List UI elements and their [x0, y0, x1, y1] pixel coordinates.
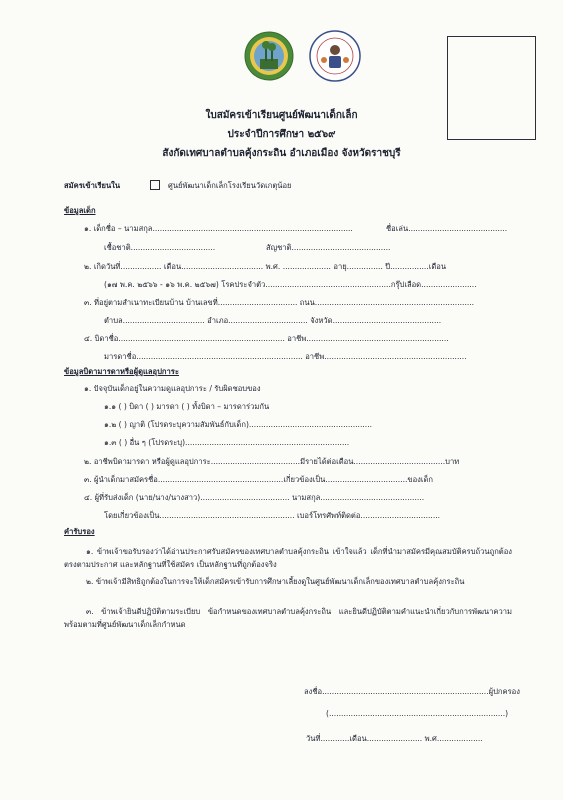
center-checkbox[interactable] [150, 180, 160, 190]
section-declaration: คำรับรอง [64, 527, 95, 536]
child-center-emblem-icon [309, 30, 361, 82]
guardian-option-other[interactable]: ๑.๓ ( ) อื่น ๆ (โปรดระบุ).................................................................... [104, 438, 350, 447]
photo-box [447, 36, 536, 140]
declaration-2: ๒. ข้าพเจ้ามีสิทธิถูกต้องในการจะให้เด็กสมัครเข้ารับการศึกษาเลี้ยงดูในศูนย์พัฒนาเด็กเล็กของเทศบาลตำบลคุ้งกระถิน [86, 577, 465, 586]
guardian-option-parents[interactable]: ๑.๑ ( ) บิดา ( ) มารดา ( ) ทั้งบิดา – มารดาร่วมกัน [104, 402, 270, 411]
child-disease-field[interactable]: (๑๗ พ.ค. ๒๕๖๖ - ๑๖ พ.ค. ๒๕๖๗) โรคประจำตัว....................................................กรุ๊ปเลือด....................... [104, 280, 477, 289]
child-nickname-field[interactable]: ชื่อเล่น......................................... [386, 224, 508, 233]
signature-date-field[interactable]: วันที่............เดือน....................... พ.ศ................... [306, 734, 483, 743]
father-field[interactable]: ๔. บิดาชื่อ..................................................................... อาชีพ........................................................... [84, 334, 449, 343]
section-child: ข้อมูลเด็ก [64, 206, 96, 215]
child-name-field[interactable]: ๑. เด็กชื่อ – นามสกุล................................................................................... [84, 224, 353, 233]
child-district-field[interactable]: ตำบล.................................. อำเภอ................................. จังหวัด............................................. [104, 316, 442, 325]
child-birth-field[interactable]: ๒. เกิดวันที่................. เดือน.................................. พ.ศ. .................... อายุ............... ปี................เดือน [84, 262, 447, 271]
mother-field[interactable]: มารดาชื่อ..................................................................... อาชีพ........................................................... [104, 352, 467, 361]
form-title: ใบสมัครเข้าเรียนศูนย์พัฒนาเด็กเล็ก [205, 110, 358, 121]
academic-year: ประจำปีการศึกษา ๒๕๖๙ [227, 129, 336, 140]
pickup-relation-field[interactable]: โดยเกี่ยวข้องเป็น........................................................ เบอร์โทรศัพท์ติดต่อ................................. [104, 511, 441, 520]
child-nationality-field[interactable]: สัญชาติ......................................... [266, 243, 391, 252]
section-guardian: ข้อมูลบิดามารดาหรือผู้ดูแลอุปการะ [64, 367, 179, 376]
child-address-field[interactable]: ๓. ที่อยู่ตามสำเนาทะเบียนบ้าน บ้านเลขที่................................. ถนน.................................................................. [84, 298, 475, 307]
pickup-person-field[interactable]: ๔. ผู้ที่รับส่งเด็ก (นาย/นาง/นางสาว)..................................... นามสกุล........................................... [84, 493, 425, 502]
guardian-printed-name-field[interactable]: (.........................................................................) [326, 709, 509, 718]
guardian-intro: ๑. ปัจจุบันเด็กอยู่ในความดูแลอุปการะ / รับผิดชอบของ [84, 384, 261, 393]
center-option: ศูนย์พัฒนาเด็กเล็กโรงเรียนวัดเกตุน้อย [168, 181, 292, 190]
guardian-occupation-field[interactable]: ๒. อาชีพบิดามารดา หรือผู้ดูแลอุปการะ.....................................มีรายได้ต่อเดือน......................................บาท [84, 457, 460, 466]
declaration-1: ๑. ข้าพเจ้าขอรับรองว่าได้อ่านประกาศรับสมัครของเทศบาลตำบลคุ้งกระถิน เข้าใจแล้ว เด็กที่นำมาสมัครมีคุณสมบัติครบถ้วนถูกต้องตรงตามประกาศ และหลักฐานที่ใช้สมัคร เป็นหลักฐานที่ถูกต้องจริง [64, 547, 512, 569]
applicant-field[interactable]: ๓. ผู้นำเด็กมาสมัครชื่อ....................................................เกี่ยวข้องเป็น..................................ของเด็ก [84, 475, 433, 484]
guardian-signature-field[interactable]: ลงชื่อ.....................................................................ผู้ปกครอง [304, 687, 520, 696]
child-ethnicity-field[interactable]: เชื้อชาติ................................... [104, 243, 216, 252]
agency-line: สังกัดเทศบาลตำบลคุ้งกระถิน อำเภอเมือง จังหวัดราชบุรี [162, 148, 401, 159]
municipality-emblem-icon [244, 31, 294, 81]
apply-label: สมัครเข้าเรียนใน [64, 181, 121, 190]
declaration-3: ๓. ข้าพเจ้ายินดีปฏิบัติตามระเบียบ ข้อกำหนดของเทศบาลตำบลคุ้งกระถิน และยินดีปฏิบัติตามคำแนะนำเกี่ยวกับการพัฒนาความพร้อมตามที่ศูนย์พัฒนาเด็กเล็กกำหนด [64, 607, 512, 629]
guardian-option-relative[interactable]: ๑.๒ ( ) ญาติ (โปรดระบุความสัมพันธ์กับเด็ก)................................................... [104, 420, 373, 429]
